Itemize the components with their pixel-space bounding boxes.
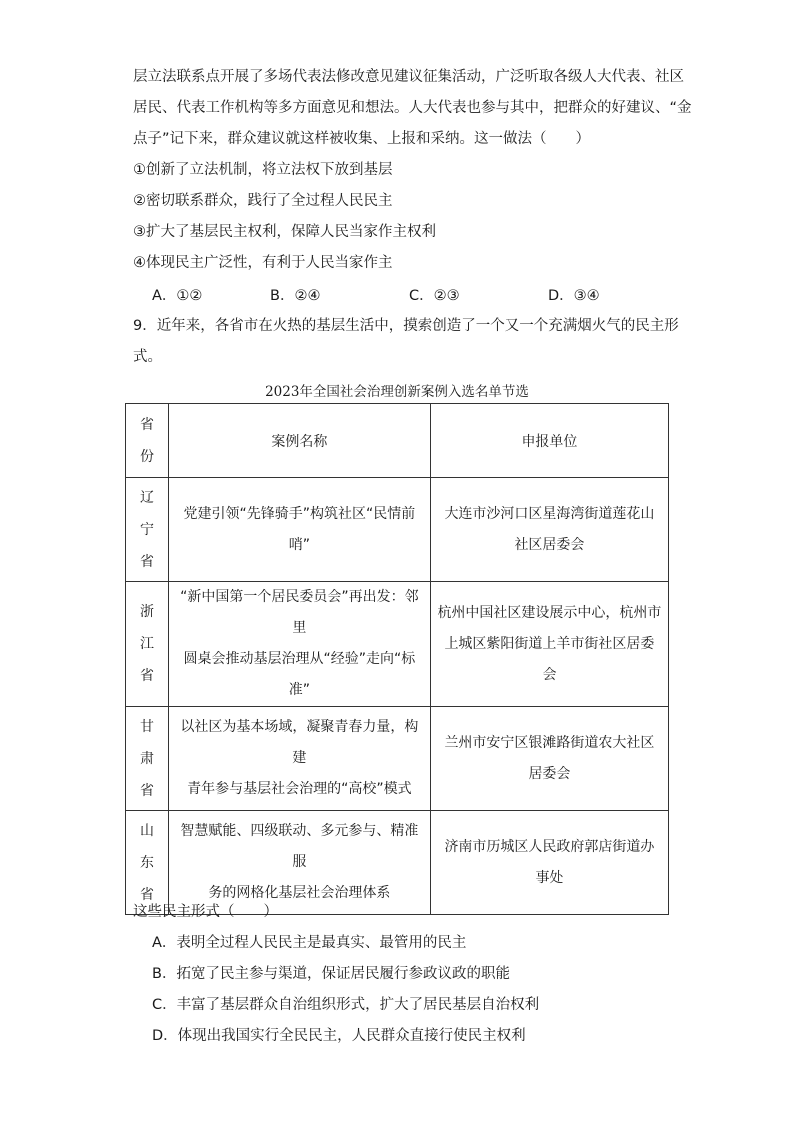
q9-option-c[interactable]: C．丰富了基层群众自治组织形式，扩大了居民基层自治权利 [152,997,540,1013]
province-cell: 辽宁省 [126,478,169,582]
q8-statement-3: ③扩大了基层民主权利，保障人民当家作主权利 [133,224,436,240]
q8-choices [152,284,632,304]
case-name-cell: 党建引领“先锋骑手”构筑社区“民情前哨” [168,478,430,582]
table-row [126,811,669,915]
header-province: 省份 [126,404,169,478]
case-name-cell: 以社区为基本场域，凝聚青春力量，构建 青年参与基层社会治理的“高校”模式 [168,707,430,811]
case-name-cell: “新中国第一个居民委员会”再出发：邻里 圆桌会推动基层治理从“经验”走向“标准” [168,582,430,707]
q8-choice-c[interactable]: C．②③ [409,288,460,304]
q8-statement-1: ①创新了立法机制，将立法权下放到基层 [133,162,393,178]
q9-option-b[interactable]: B．拓宽了民主参与渠道，保证居民履行参政议政的职能 [152,966,510,982]
unit-cell: 杭州中国社区建设展示中心，杭州市 上城区紫阳街道上羊市街社区居委 会 [430,582,668,707]
case-table [125,403,669,915]
province-cell: 山东省 [126,811,169,915]
case-name-cell: 智慧赋能、四级联动、多元参与、精准服 务的网格化基层社会治理体系 [168,811,430,915]
q8-stem-line-2: 居民、代表工作机构等多方面意见和想法。人大代表也参与其中，把群众的好建议、“金 [133,100,692,116]
province-cell: 浙江省 [126,582,169,707]
table-row [126,582,669,707]
q9-option-a[interactable]: A．表明全过程人民民主是最真实、最管用的民主 [152,935,467,951]
q9-prompt: 这些民主形式（ ） [133,904,278,920]
table-caption: 2023年全国社会治理创新案例入选名单节选 [265,384,529,400]
unit-cell: 济南市历城区人民政府郭店街道办 事处 [430,811,668,915]
header-unit: 申报单位 [430,404,668,478]
table-row [126,478,669,582]
unit-cell: 大连市沙河口区星海湾街道莲花山 社区居委会 [430,478,668,582]
q8-statement-2: ②密切联系群众，践行了全过程人民民主 [133,193,393,209]
q9-stem-line-2: 式。 [133,349,162,365]
table-row [126,707,669,811]
unit-cell: 兰州市安宁区银滩路街道农大社区 居委会 [430,707,668,811]
table-header-row [126,404,669,478]
q8-choice-b[interactable]: B．②④ [270,288,321,304]
province-cell: 甘肃省 [126,707,169,811]
q9-option-d[interactable]: D．体现出我国实行全民民主，人民群众直接行使民主权利 [152,1028,526,1044]
q8-stem-line-1: 层立法联系点开展了多场代表法修改意见建议征集活动，广泛听取各级人大代表、社区 [133,69,684,85]
q8-stem-line-3: 点子”记下来，群众建议就这样被收集、上报和采纳。这一做法（ ） [133,131,591,147]
header-case-name: 案例名称 [168,404,430,478]
q9-stem-line-1: 9．近年来，各省市在火热的基层生活中，摸索创造了一个又一个充满烟火气的民主形 [133,318,679,334]
q8-statement-4: ④体现民主广泛性，有利于人民当家作主 [133,255,393,271]
q8-choice-a[interactable]: A．①② [152,288,203,304]
q8-choice-d[interactable]: D．③④ [548,288,600,304]
